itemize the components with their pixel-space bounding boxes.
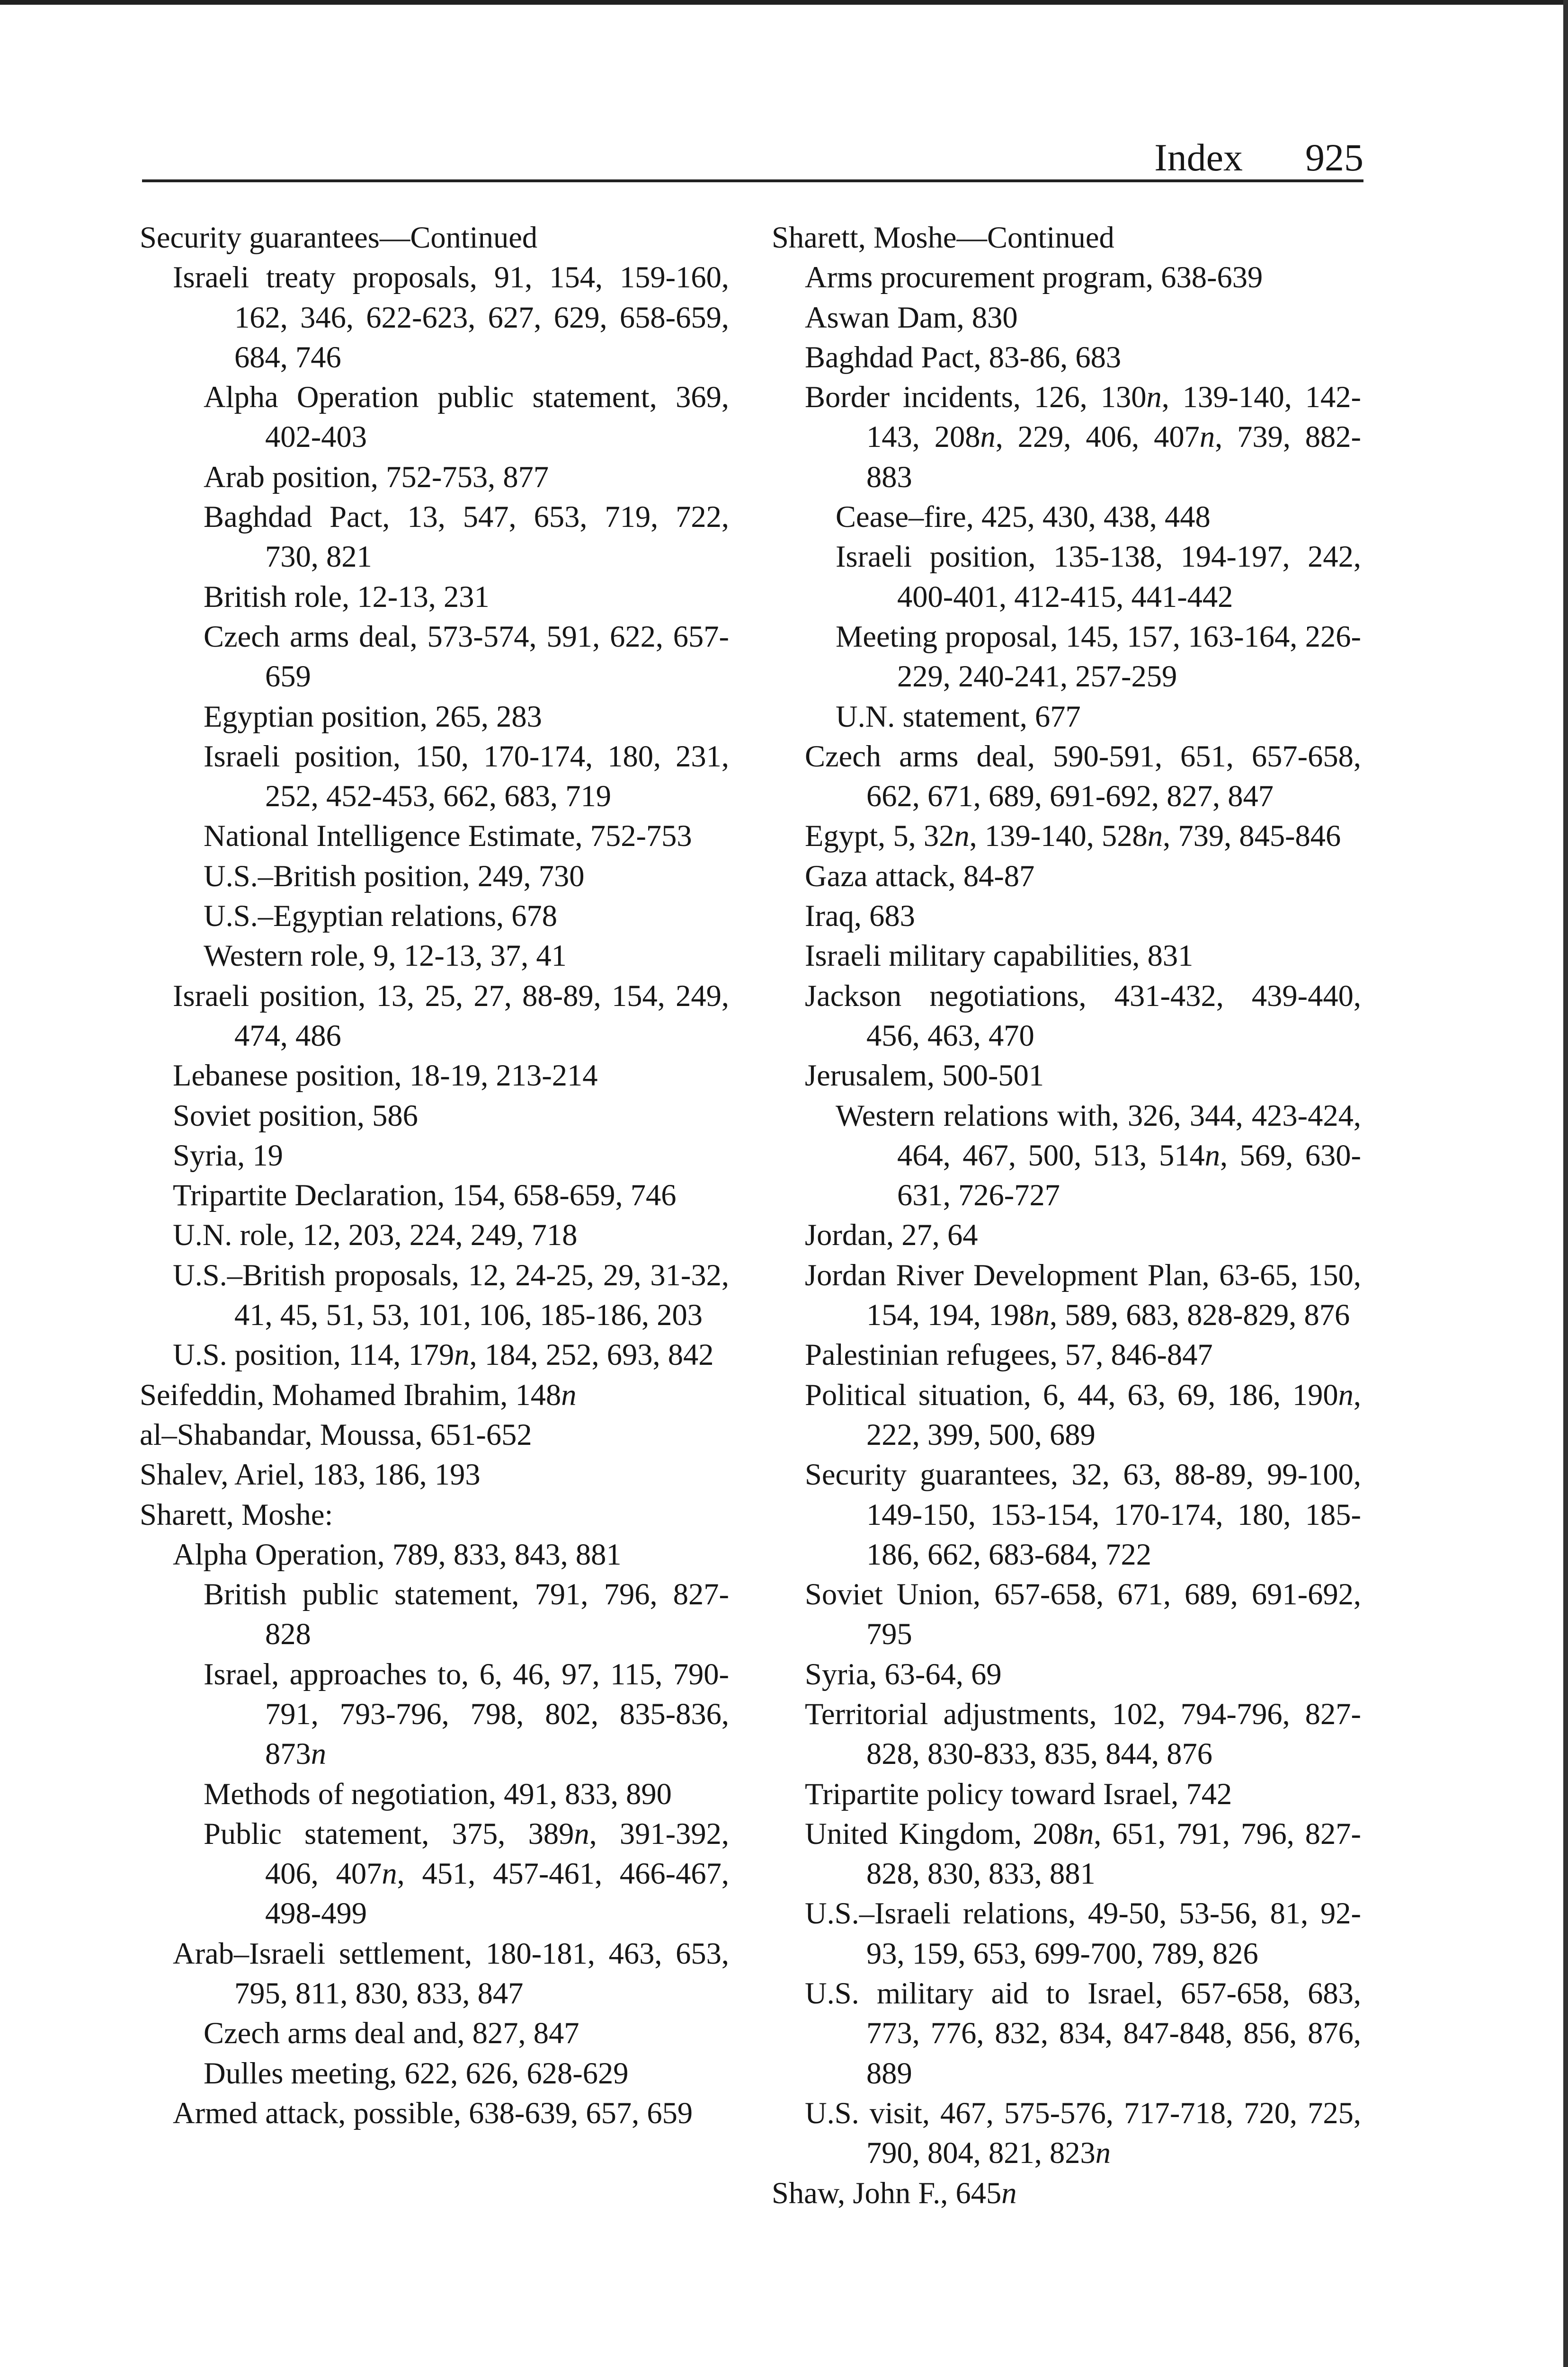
- index-entry: Western relations with, 326, 344, 423-424, 464, 467, 500, 513, 514n, 569, 630-631, 726-727: [836, 1098, 1361, 1212]
- index-entry: Border incidents, 126, 130n, 139-140, 142-143, 208n, 229, 406, 407n, 739, 882-883: [805, 380, 1362, 494]
- index-column-right: [772, 218, 1361, 2213]
- index-entry: Arms procurement program, 638-639: [805, 260, 1263, 294]
- index-entry: U.S.–British proposals, 12, 24-25, 29, 31-32, 41, 45, 51, 53, 101, 106, 185-186, 203: [173, 1258, 729, 1332]
- index-entry: Baghdad Pact, 13, 547, 653, 719, 722, 730, 821: [204, 500, 729, 574]
- index-entry: Israeli military capabilities, 831: [805, 939, 1194, 973]
- index-entry: Arab position, 752-753, 877: [204, 460, 549, 494]
- index-entry: Dulles meeting, 622, 626, 628-629: [204, 2056, 629, 2090]
- index-entry: Shaw, John F., 645n: [772, 2176, 1017, 2210]
- index-entry: Czech arms deal, 573-574, 591, 622, 657-659: [204, 619, 729, 694]
- index-entry: Public statement, 375, 389n, 391-392, 406, 407n, 451, 457-461, 466-467, 498-499: [204, 1816, 729, 1931]
- index-entry: British public statement, 791, 796, 827-828: [204, 1577, 729, 1651]
- index-entry: Jackson negotiations, 431-432, 439-440, 456, 463, 470: [805, 979, 1361, 1052]
- index-entry: Sharett, Moshe—Continued: [772, 221, 1114, 254]
- index-entry: U.N. statement, 677: [836, 699, 1081, 733]
- header-rule: [142, 179, 1363, 182]
- index-entry: Shalev, Ariel, 183, 186, 193: [140, 1458, 481, 1492]
- index-entry: Alpha Operation public statement, 369, 402-403: [204, 380, 729, 454]
- index-entry: Tripartite policy toward Israel, 742: [805, 1777, 1232, 1811]
- index-entry: Security guarantees, 32, 63, 88-89, 99-100, 149-150, 153-154, 170-174, 180, 185-186, 662, 683-684, 722: [805, 1458, 1361, 1571]
- index-entry: Syria, 63-64, 69: [805, 1657, 1002, 1691]
- index-entry: U.N. role, 12, 203, 224, 249, 718: [173, 1218, 578, 1252]
- index-entry: Soviet position, 586: [173, 1098, 418, 1132]
- index-entry: Arab–Israeli settlement, 180-181, 463, 653, 795, 811, 830, 833, 847: [173, 1936, 729, 2011]
- header-title: Index: [1154, 136, 1243, 179]
- index-entry: Seifeddin, Mohamed Ibrahim, 148n: [140, 1378, 577, 1412]
- index-entry: U.S.–Israeli relations, 49-50, 53-56, 81, 92-93, 159, 653, 699-700, 789, 826: [805, 1896, 1361, 1970]
- index-entry: Western role, 9, 12-13, 37, 41: [204, 939, 567, 973]
- index-entry: Egypt, 5, 32n, 139-140, 528n, 739, 845-846: [805, 819, 1341, 853]
- index-entry: Armed attack, possible, 638-639, 657, 659: [173, 2096, 693, 2130]
- right-scan-edge: [1563, 0, 1568, 2367]
- index-entry: Czech arms deal and, 827, 847: [204, 2016, 579, 2050]
- index-entry: U.S. visit, 467, 575-576, 717-718, 720, 725, 790, 804, 821, 823n: [805, 2096, 1361, 2170]
- index-entry: Jordan River Development Plan, 63-65, 150, 154, 194, 198n, 589, 683, 828-829, 876: [805, 1258, 1361, 1332]
- index-entry: Israeli position, 13, 25, 27, 88-89, 154, 249, 474, 486: [173, 979, 729, 1052]
- index-entry: National Intelligence Estimate, 752-753: [204, 819, 692, 853]
- index-entry: Gaza attack, 84-87: [805, 859, 1035, 893]
- index-entry: U.S.–British position, 249, 730: [204, 859, 585, 893]
- index-entry: U.S. position, 114, 179n, 184, 252, 693, 842: [173, 1338, 714, 1372]
- index-entry: Egyptian position, 265, 283: [204, 699, 542, 733]
- index-entry: U.S.–Egyptian relations, 678: [204, 899, 558, 933]
- index-entry: Lebanese position, 18-19, 213-214: [173, 1059, 598, 1093]
- index-entry: Czech arms deal, 590-591, 651, 657-658, 662, 671, 689, 691-692, 827, 847: [805, 739, 1361, 813]
- index-entry: United Kingdom, 208n, 651, 791, 796, 827-828, 830, 833, 881: [805, 1816, 1361, 1891]
- index-entry: Palestinian refugees, 57, 846-847: [805, 1338, 1213, 1372]
- index-entry: Alpha Operation, 789, 833, 843, 881: [173, 1537, 622, 1571]
- index-entry: Jordan, 27, 64: [805, 1218, 978, 1252]
- index-entry: Tripartite Declaration, 154, 658-659, 746: [173, 1178, 677, 1212]
- index-entry: Territorial adjustments, 102, 794-796, 827-828, 830-833, 835, 844, 876: [805, 1697, 1361, 1771]
- index-entry: Soviet Union, 657-658, 671, 689, 691-692, 795: [805, 1577, 1361, 1651]
- index-entry: U.S. military aid to Israel, 657-658, 683, 773, 776, 832, 834, 847-848, 856, 876, 889: [805, 1976, 1361, 2090]
- page-number: 925: [1305, 136, 1363, 179]
- index-entry: Jerusalem, 500-501: [805, 1059, 1044, 1093]
- index-entry: Israel, approaches to, 6, 46, 97, 115, 790-791, 793-796, 798, 802, 835-836, 873n: [204, 1657, 729, 1771]
- index-entry: Israeli position, 135-138, 194-197, 242, 400-401, 412-415, 441-442: [836, 540, 1361, 614]
- index-entry: Israeli position, 150, 170-174, 180, 231, 252, 452-453, 662, 683, 719: [204, 739, 729, 813]
- index-column-left: [140, 218, 729, 2133]
- index-entry: Political situation, 6, 44, 63, 69, 186, 190n, 222, 399, 500, 689: [805, 1378, 1361, 1451]
- running-header: [142, 135, 1363, 182]
- index-entry: Methods of negotiation, 491, 833, 890: [204, 1777, 672, 1811]
- index-entry: Iraq, 683: [805, 899, 915, 933]
- index-entry: Security guarantees—Continued: [140, 221, 538, 254]
- index-entry: Meeting proposal, 145, 157, 163-164, 226-229, 240-241, 257-259: [836, 619, 1361, 694]
- index-entry: Sharett, Moshe:: [140, 1497, 333, 1531]
- index-entry: British role, 12-13, 231: [204, 579, 490, 614]
- index-entry: al–Shabandar, Moussa, 651-652: [140, 1417, 532, 1451]
- index-entry: Baghdad Pact, 83-86, 683: [805, 340, 1122, 374]
- index-entry: Aswan Dam, 830: [805, 300, 1018, 334]
- index-entry: Cease–fire, 425, 430, 438, 448: [836, 500, 1211, 534]
- top-scan-edge: [0, 0, 1568, 5]
- index-entry: Israeli treaty proposals, 91, 154, 159-160, 162, 346, 622-623, 627, 629, 658-659, 684, 746: [173, 260, 729, 374]
- index-entry: Syria, 19: [173, 1138, 283, 1172]
